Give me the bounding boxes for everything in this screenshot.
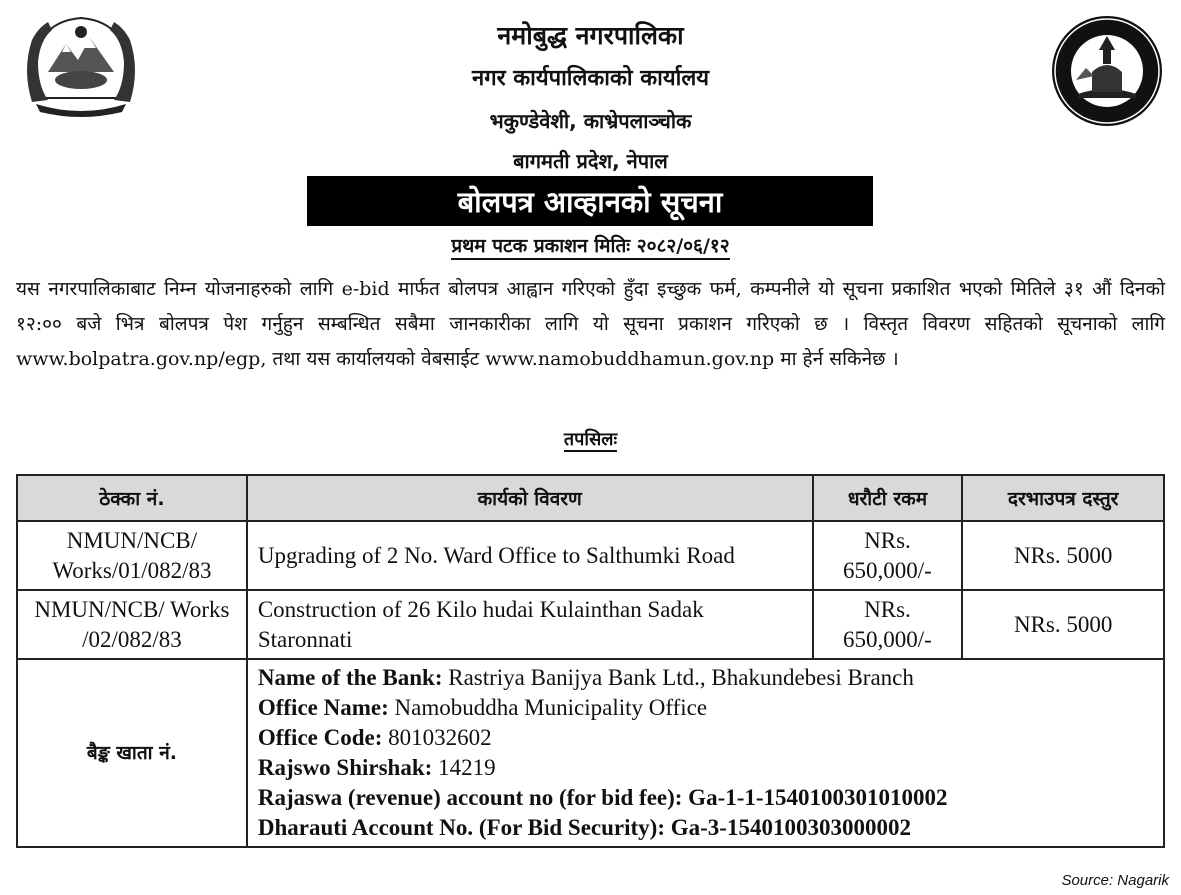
dharauti-account-line — [258, 813, 1153, 843]
office-address: भकुण्डेवेशी, काभ्रेपलाञ्चोक — [489, 109, 692, 133]
province-country: बागमती प्रदेश, नेपाल — [513, 149, 668, 173]
office-name-line — [258, 693, 1153, 723]
rajswo-shirshak-line — [258, 753, 1153, 783]
contract-no: NMUN/NCB/ Works/01/082/83 — [17, 521, 247, 590]
bank-name-line — [258, 663, 1153, 693]
bank-account-label: बैङ्क खाता नं. — [17, 659, 247, 847]
bank-name-label: Name of the Bank: — [257, 665, 443, 690]
rajswo-shirshak-value: 14219 — [438, 755, 496, 780]
publication-date — [0, 232, 1181, 258]
bank-details — [247, 659, 1164, 847]
source-credit: Source: Nagarik — [1061, 872, 1169, 889]
office-code-label: Office Code: — [257, 725, 383, 750]
tender-table — [16, 474, 1165, 848]
table-header-row — [17, 475, 1164, 521]
deposit-amount: NRs. 650,000/- — [813, 590, 963, 659]
bid-fee: NRs. 5000 — [962, 521, 1164, 590]
notice-body: यस नगरपालिकाबाट निम्न योजनाहरुको लागि e-bid मार्फत बोलपत्र आह्वान गरिएको हुँदा इच्छुक फर्म, कम्पनीले यो सूचना प्रकाशित भएको मितिले ३१ औं दिनको १२:०० बजे भित्र बोलपत्र पेश गर्नुहुन सम्बन्धित सबैमा जानकारीका लागि यो सूचना प्रकाशन गरिएको छ । विस्तृत विवरण सहितको सूचनाको लागि www.bolpatra.gov.np/egp, तथा यस कार्यालयको वेबसाईट www.namobuddhamun.gov.np मा हेर्न सकिनेछ । — [16, 278, 1165, 370]
details-heading-text: तपसिलः — [563, 429, 618, 450]
revenue-account-line — [258, 783, 1153, 813]
col-deposit-amount: धरौटी रकम — [813, 475, 963, 521]
rajswo-shirshak-label: Rajswo Shirshak: — [257, 755, 433, 780]
office-name: नगर कार्यपालिकाको कार्यालय — [472, 66, 709, 91]
revenue-account-text: Rajaswa (revenue) account no (for bid fee): Ga-1-1-1540100301010002 — [257, 785, 948, 810]
table-row — [17, 521, 1164, 590]
bank-account-row — [17, 659, 1164, 847]
col-work-description: कार्यको विवरण — [247, 475, 813, 521]
bank-name-value: Rastriya Banijya Bank Ltd., Bhakundebesi Branch — [448, 665, 914, 690]
work-description: Construction of 26 Kilo hudai Kulainthan Sadak Staronnati — [247, 590, 813, 659]
dharauti-account-text: Dharauti Account No. (For Bid Security): Ga-3-1540100303000002 — [257, 815, 911, 840]
bid-fee: NRs. 5000 — [962, 590, 1164, 659]
col-contract-no: ठेक्का नं. — [17, 475, 247, 521]
publication-date-text: प्रथम पटक प्रकाशन मितिः २०८२/०६/१२ — [451, 235, 729, 260]
office-name-label: Office Name: — [257, 695, 389, 720]
office-code-value: 801032602 — [388, 725, 492, 750]
work-description: Upgrading of 2 No. Ward Office to Salthumki Road — [247, 521, 813, 590]
deposit-amount: NRs. 650,000/- — [813, 521, 963, 590]
col-bid-fee: दरभाउपत्र दस्तुर — [962, 475, 1164, 521]
table-row — [17, 590, 1164, 659]
contract-no: NMUN/NCB/ Works /02/082/83 — [17, 590, 247, 659]
notice-title: बोलपत्र आव्हानको सूचना — [307, 176, 873, 226]
office-code-line — [258, 723, 1153, 753]
details-heading — [0, 427, 1181, 451]
municipality-name: नमोबुद्ध नगरपालिका — [497, 21, 684, 50]
office-name-value: Namobuddha Municipality Office — [394, 695, 708, 720]
